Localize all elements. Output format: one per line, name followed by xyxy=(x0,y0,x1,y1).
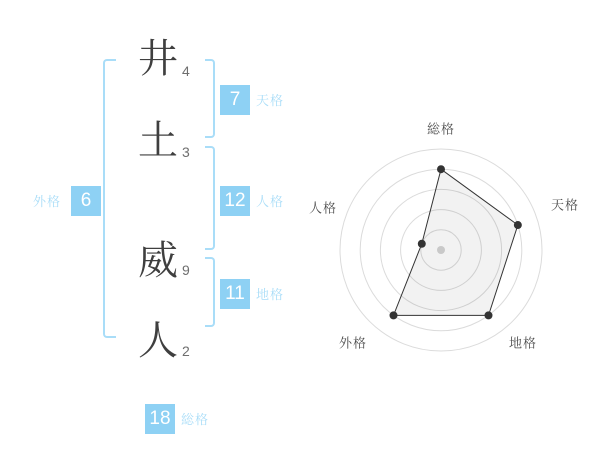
radar-data-point xyxy=(514,221,522,229)
soukaku-score-box: 18 xyxy=(145,404,175,434)
radar-axis-label: 人格 xyxy=(308,200,338,216)
stroke-count-2: 3 xyxy=(182,144,190,160)
jinkaku-label: 人格 xyxy=(256,194,285,209)
chikaku-score-box: 11 xyxy=(220,279,250,309)
jinkaku-score-box: 12 xyxy=(220,186,250,216)
soukaku-label: 総格 xyxy=(181,412,210,427)
name-char-3: 威 xyxy=(138,239,178,283)
chikaku-label: 地格 xyxy=(256,287,285,302)
radar-axis-label: 外格 xyxy=(338,335,368,351)
gaikaku-bracket xyxy=(103,59,116,338)
jinkaku-bracket xyxy=(205,146,215,250)
radar-axis-label: 天格 xyxy=(550,197,580,213)
tenkaku-label: 天格 xyxy=(256,93,285,108)
radar-data-point xyxy=(418,240,426,248)
name-char-2: 土 xyxy=(138,119,178,163)
radar-data-point xyxy=(390,311,398,319)
radar-axis-label: 地格 xyxy=(508,335,538,351)
radar-polygon xyxy=(394,169,518,315)
stroke-count-4: 2 xyxy=(182,343,190,359)
chikaku-bracket xyxy=(205,257,215,327)
gaikaku-label: 外格 xyxy=(33,194,62,209)
name-char-4: 人 xyxy=(138,319,178,363)
name-char-1: 井 xyxy=(138,37,178,81)
radar-data-point xyxy=(484,311,492,319)
radar-chart-area xyxy=(296,106,586,394)
radar-axis-label: 総格 xyxy=(426,121,456,137)
stroke-count-1: 4 xyxy=(182,63,190,79)
radar-data-point xyxy=(437,165,445,173)
gaikaku-score-box: 6 xyxy=(71,186,101,216)
radar-chart xyxy=(296,106,586,394)
radar-center-dot xyxy=(437,246,445,254)
tenkaku-score-box: 7 xyxy=(220,85,250,115)
stroke-count-3: 9 xyxy=(182,262,190,278)
tenkaku-bracket xyxy=(205,59,215,138)
